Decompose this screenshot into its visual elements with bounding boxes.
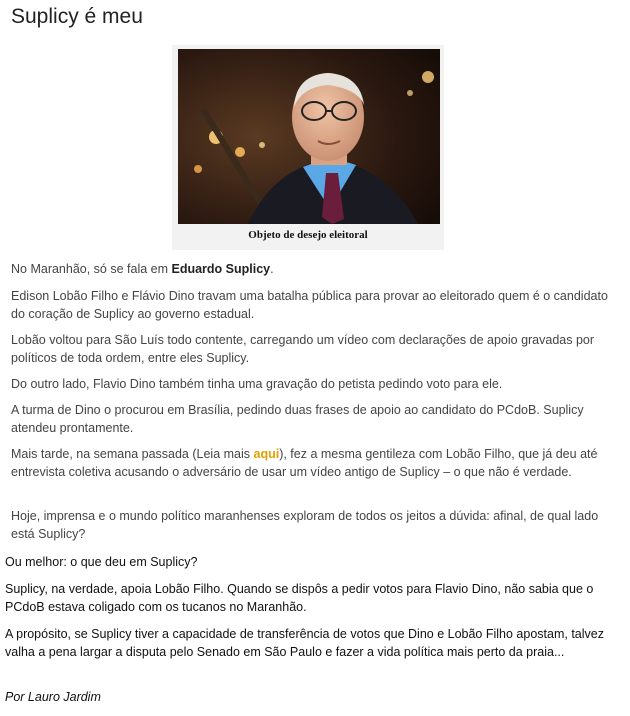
paragraph-9: Suplicy, na verdade, apoia Lobão Filho. Quando se dispôs a pedir votos para Flavio Dino, não sabia que o PCdoB estava coligado com os tucanos no Maranhão. <box>5 582 594 614</box>
article-figure <box>172 45 444 250</box>
read-more-link[interactable]: aqui <box>253 447 280 461</box>
paragraph-1-end: . <box>270 262 274 276</box>
article-title: Suplicy é meu <box>11 5 143 28</box>
paragraph-4: Do outro lado, Flavio Dino também tinha uma gravação do petista pedindo voto para ele. <box>11 377 503 391</box>
author-byline: Por Lauro Jardim <box>5 690 101 704</box>
paragraph-1-text: No Maranhão, só se fala em <box>11 262 172 276</box>
photo-caption: Objeto de desejo eleitoral <box>248 229 368 241</box>
paragraph-8: Ou melhor: o que deu em Suplicy? <box>5 555 198 569</box>
paragraph-1-bold: Eduardo Suplicy <box>171 262 271 276</box>
paragraph-5: A turma de Dino o procurou em Brasília, pedindo duas frases de apoio ao candidato do PCdoB. Suplicy atendeu prontamente. <box>11 403 584 435</box>
paragraph-7: Hoje, imprensa e o mundo político maranhenses exploram de todos os jeitos a dúvida: afinal, de qual lado está Suplicy? <box>11 509 599 541</box>
paragraph-3: Lobão voltou para São Luís todo contente, carregando um vídeo com declarações de apoio gravadas por políticos de toda ordem, entre eles Suplicy. <box>11 333 595 365</box>
paragraph-10: A propósito, se Suplicy tiver a capacidade de transferência de votos que Dino e Lobão Filho apostam, talvez valha a pena largar a disputa pelo Senado em São Paulo e fazer a vida política mais perto da praia... <box>5 627 604 659</box>
paragraph-6-end: ), fez a mesma gentileza com Lobão Filho, que já deu até entrevista coletiva acusando o adversário de usar um vídeo antigo de Suplicy – o que não é verdade. <box>11 447 598 479</box>
paragraph-6 <box>11 445 611 481</box>
article-photo <box>178 49 440 224</box>
paragraph-1 <box>11 260 611 278</box>
paragraph-2: Edison Lobão Filho e Flávio Dino travam uma batalha pública para provar ao eleitorado quem é o candidato do coração de Suplicy ao governo estadual. <box>11 289 608 321</box>
paragraph-6-text: Mais tarde, na semana passada (Leia mais <box>11 447 254 461</box>
